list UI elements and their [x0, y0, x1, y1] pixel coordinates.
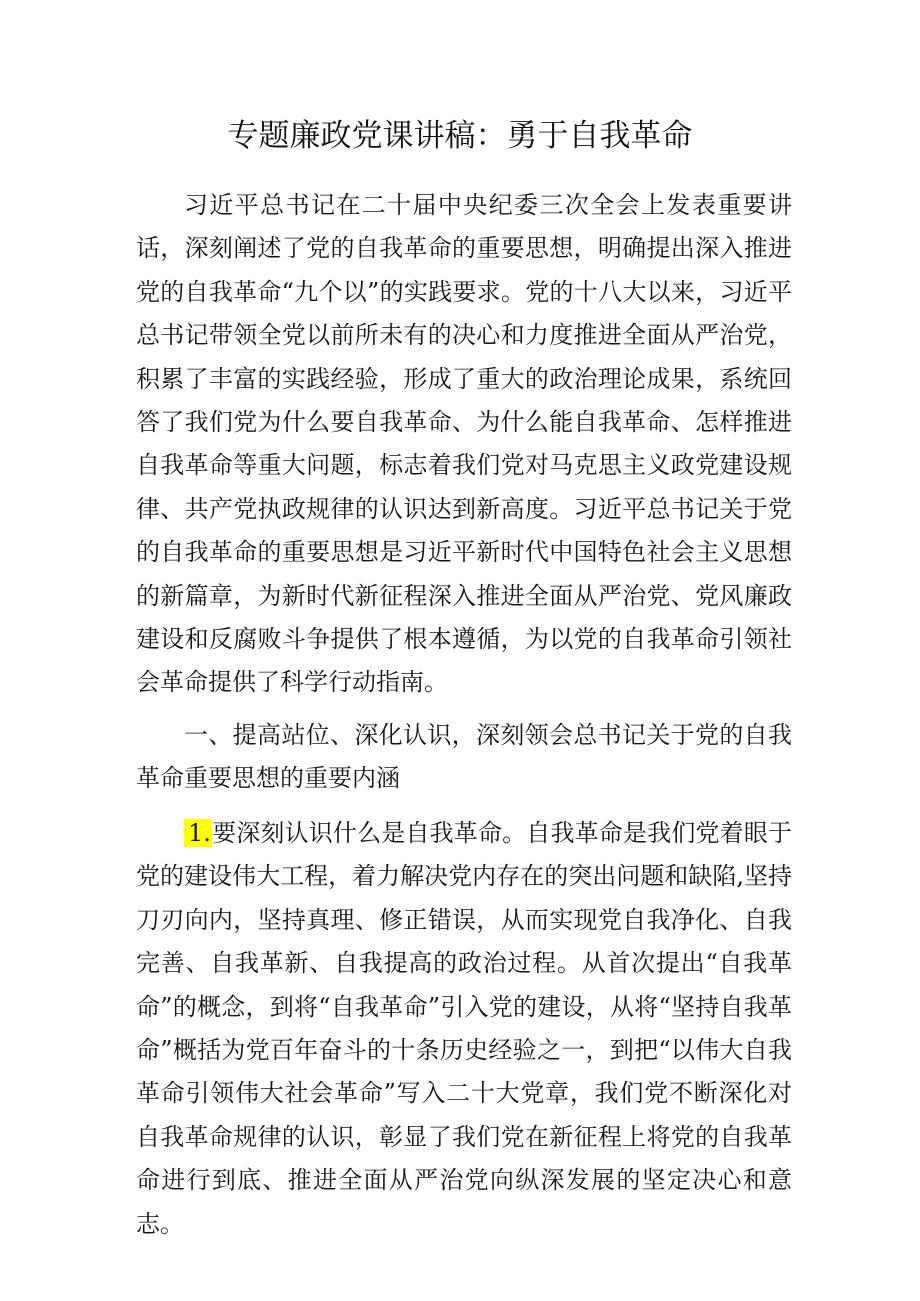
document-title: 专题廉政党课讲稿：勇于自我革命 — [227, 118, 693, 154]
intro-paragraph: 习近平总书记在二十届中央纪委三次全会上发表重要讲话，深刻阐述了党的自我革命的重要思想，明确提出深入推进党的自我革命“九个以”的实践要求。党的十八大以来，习近平总书记带领全党以前所未有的决心和力度推进全面从严治党，积累了丰富的实践经验，形成了重大的政治理论成果，系统回答了我们党为什么要自我革命、为什么能自我革命、怎样推进自我革命等重大问题，标志着我们党对马克思主义政党建设规律、共产党执政规律的认识达到新高度。习近平总书记关于党的自我革命的重要思想是习近平新时代中国特色社会主义思想的新篇章，为新时代新征程深入推进全面从严治党、党风廉政建设和反腐败斗争提供了根本遵循，为以党的自我革命引领社会革命提供了科学行动指南。 — [136, 191, 792, 697]
item-one-text: 要深刻认识什么是自我革命。自我革命是我们党着眼于党的建设伟大工程，着力解决党内存在的突出问题和缺陷,坚持刀刃向内，坚持真理、修正错误，从而实现党自我净化、自我完善、自我革新、自我提高的政治过程。从首次提出“自我革命”的概念，到将“自我革命”引入党的建设，从将“坚持自我革命”概括为党百年奋斗的十条历史经验之一，到把“以伟大自我革命引领伟大社会革命”写入二十大党章，我们党不断深化对自我革命规律的认识，彰显了我们党在新征程上将党的自我革命进行到底、推进全面从严治党向纵深发展的坚定决心和意志。 — [136, 819, 792, 1238]
section-one-heading: 一、提高站位、深化认识，深刻领会总书记关于党的自我革命重要思想的重要内涵 — [136, 721, 792, 793]
highlighted-item-number: 1. — [184, 819, 212, 847]
item-one-paragraph — [136, 812, 792, 1246]
